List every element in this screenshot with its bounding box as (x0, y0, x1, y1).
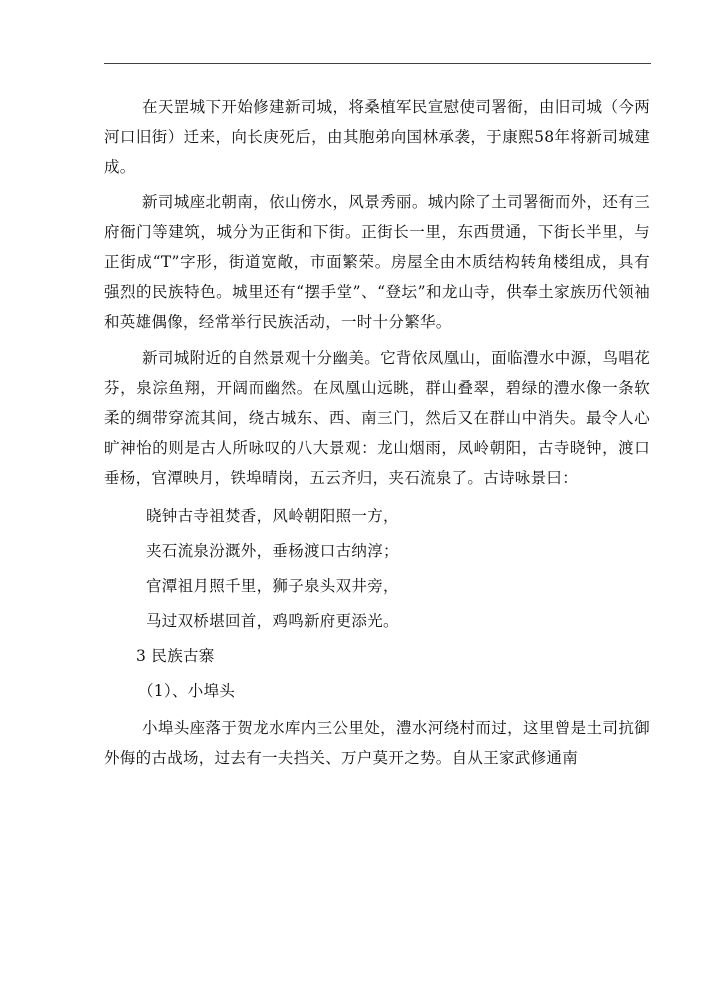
poem-line-4: 马过双桥堪回首，鸡鸣新府更添光。 (146, 612, 399, 630)
paragraph-natural-scenery: 新司城附近的自然景观十分幽美。它背依凤凰山，面临澧水中源，鸟唱花芬，泉淙鱼翔，开阔而幽然。在凤凰山远眺，群山叠翠，碧绿的澧水像一条软柔的绸带穿流其间，绕古城东、西、南三门，然后又在群山中消失。最令人心旷神怡的则是古人所咏叹的八大景观：龙山烟雨，凤岭朝阳，古寺晓钟，渡口垂杨，官潭映月，铁埠晴岗，五云齐归，夹石流泉了。古诗咏景曰： (104, 349, 650, 487)
paragraph-city-layout: 新司城座北朝南，依山傍水，风景秀丽。城内除了土司署衙而外，还有三府衙门等建筑，城分为正街和下街。正街长一里，东西贯通，下街长半里，与正街成“T”字形，街道宽敞，市面繁荣。房屋全由木质结构转角楼组成，具有强烈的民族特色。城里还有“摆手堂”、“登坛”和龙山寺，供奉土家族历代领袖和英雄偶像，经常举行民族活动，一时十分繁华。 (104, 193, 650, 331)
document-body (104, 92, 650, 779)
poem-line-1: 晓钟古寺祖焚香，风岭朝阳照一方， (146, 507, 399, 525)
header-rule (104, 63, 651, 64)
paragraph-new-city-construction: 在天罡城下开始修建新司城，将桑植军民宣慰使司署衙，由旧司城（今两河口旧街）迁来，向长庚死后，由其胞弟向国林承袭，于康熙58年将新司城建成。 (104, 98, 650, 176)
poem-line-2: 夹石流泉汾溉外，垂杨渡口古纳淳； (146, 542, 399, 560)
paragraph-xiaobutou: 小埠头座落于贺龙水库内三公里处，澧水河绕村而过，这里曾是土司抗御外侮的古战场，过去有一夫挡关、万户莫开之势。自从王家武修通南 (104, 719, 650, 767)
subsection-heading: （1）、小埠头 (138, 682, 236, 700)
poem-line-3: 官潭祖月照千里，狮子泉头双井旁， (146, 577, 399, 595)
section-heading: 3 民族古寨 (136, 647, 215, 665)
